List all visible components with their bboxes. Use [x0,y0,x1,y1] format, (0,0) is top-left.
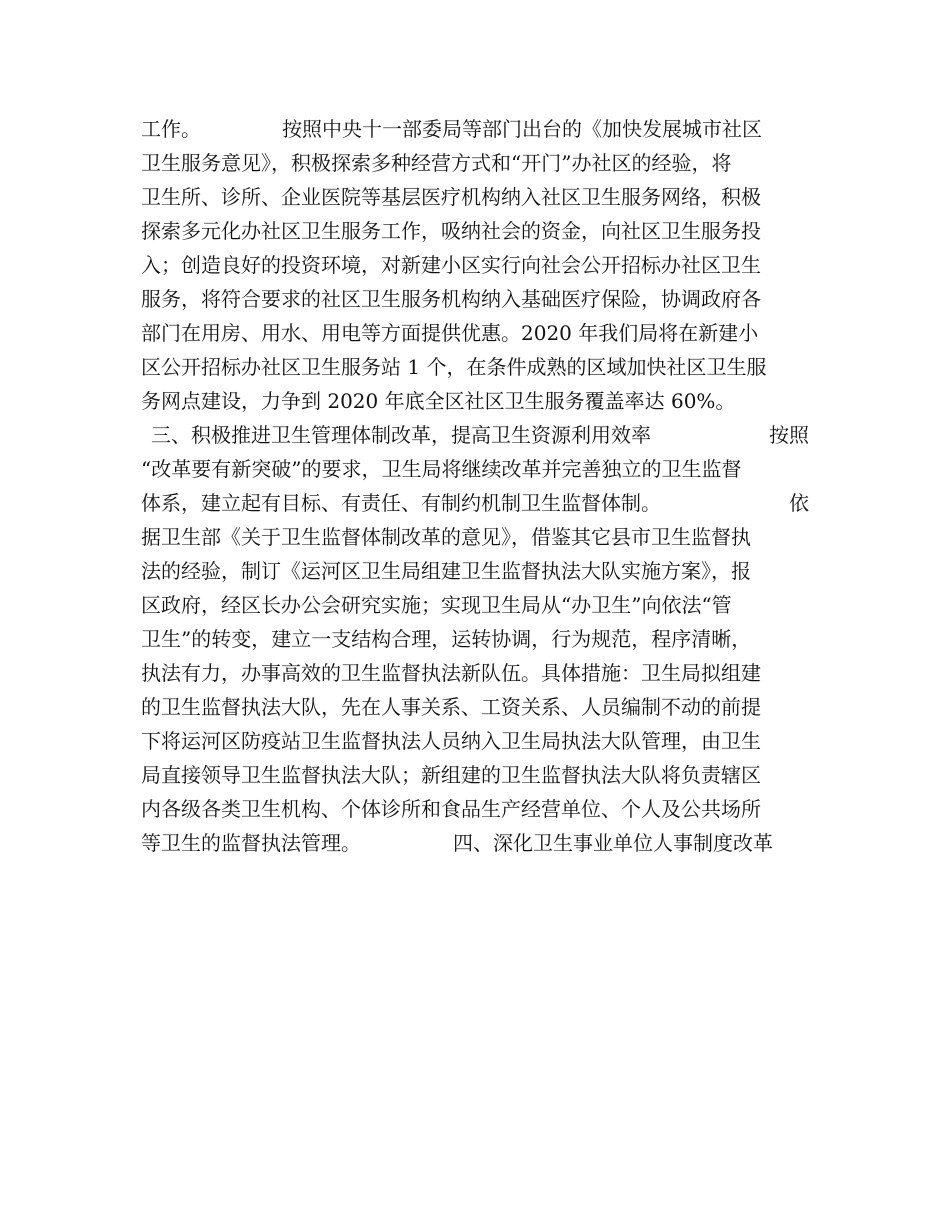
text-segment: 法的经验，制订《运河区卫生局组建卫生监督执法大队实施方案》，报 [141,559,751,583]
text-segment: 执法有力，办事高效的卫生监督执法新队伍。具体措施：卫生局拟组建 [141,661,761,685]
text-line [0,823,950,863]
text-segment: 内各级各类卫生机构、个体诊所和食品生产经营单位、个人及公共场所 [141,797,761,821]
text-segment: 的卫生监督执法大队，先在人事关系、工资关系、人员编制不动的前提 [141,695,761,719]
text-segment: 等卫生的监督执法管理。 [141,831,361,855]
text-segment: 工作。 [141,117,201,141]
text-segment: 依 [789,491,809,515]
text-segment: 务网点建设，力争到 2020 年底全区社区卫生服务覆盖率达 60%。 [141,389,736,413]
text-segment: 下将运河区防疫站卫生监督执法人员纳入卫生局执法大队管理，由卫生 [141,729,761,753]
text-segment: 部门在用房、用水、用电等方面提供优惠。2020 年我们局将在新建小 [141,321,759,345]
text-segment: 体系，建立起有目标、有责任、有制约机制卫生监督体制。 [141,491,661,515]
text-segment: 据卫生部《关于卫生监督体制改革的意见》，借鉴其它县市卫生监督执 [141,525,751,549]
text-segment: 局直接领导卫生监督执法大队；新组建的卫生监督执法大队将负责辖区 [141,763,761,787]
text-segment: 服务，将符合要求的社区卫生服务机构纳入基础医疗保险，协调政府各 [141,287,761,311]
text-segment: 入；创造良好的投资环境，对新建小区实行向社会公开招标办社区卫生 [141,253,761,277]
text-segment: 卫生”的转变，建立一支结构合理，运转协调，行为规范，程序清晰， [141,627,752,651]
text-segment: 区政府，经区长办公会研究实施；实现卫生局从“办卫生”向依法“管 [141,593,732,617]
text-segment: 按照中央十一部委局等部门出台的《加快发展城市社区 [282,117,762,141]
text-segment: 区公开招标办社区卫生服务站 1 个，在条件成熟的区域加快社区卫生服 [141,355,767,379]
section-heading-4: 四、深化卫生事业单位人事制度改革 [453,831,773,855]
text-segment: 按照 [769,423,809,447]
section-heading-3: 三、积极推进卫生管理体制改革，提高卫生资源利用效率 [151,423,651,447]
text-segment: “改革要有新突破”的要求，卫生局将继续改革并完善独立的卫生监督 [141,457,742,481]
text-segment: 探索多元化办社区卫生服务工作，吸纳社会的资金，向社区卫生服务投 [141,219,761,243]
text-segment: 卫生所、诊所、企业医院等基层医疗机构纳入社区卫生服务网络，积极 [141,185,761,209]
text-segment: 卫生服务意见》，积极探索多种经营方式和“开门”办社区的经验，将 [141,151,732,175]
